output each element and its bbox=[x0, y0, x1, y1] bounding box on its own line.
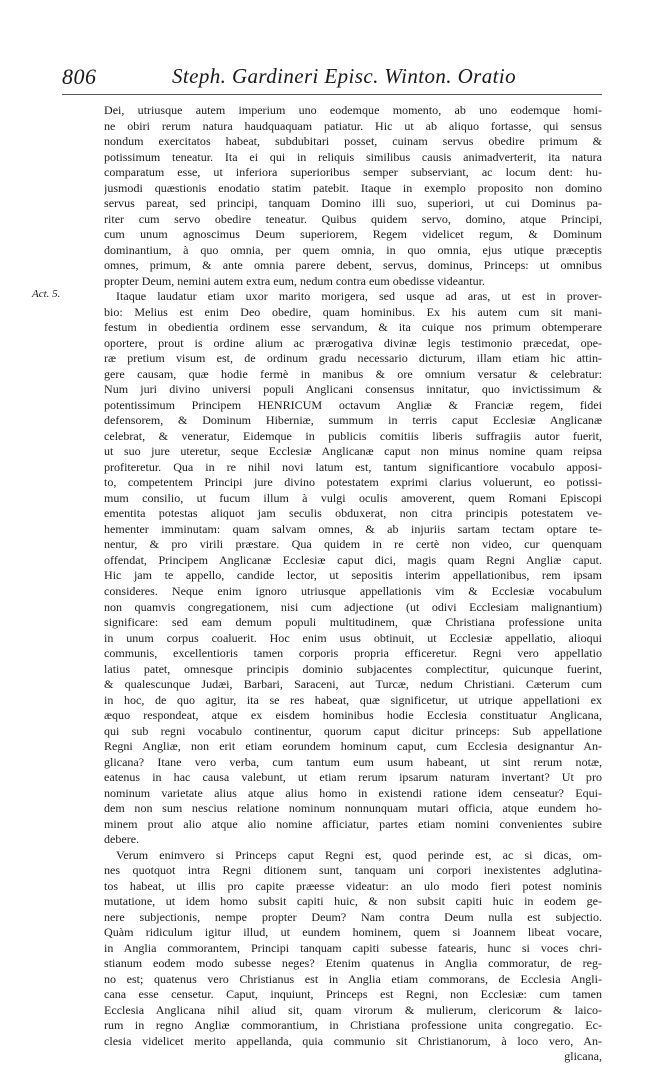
header-rule bbox=[62, 94, 602, 95]
text-line: nere subjectionis, nempe propter Deum? Nam contra Deum nulla est subjectio. bbox=[104, 909, 602, 924]
text-line: rum in regno Angliæ commorantium, in Christiana professione unita congregatio. Ec- bbox=[104, 1018, 602, 1033]
text-line: mutatione, ut idem homo subsit capiti huic, & non subsit capiti huic in eodem ge- bbox=[104, 894, 602, 909]
text-line: cum unum agnoscimus Deum superiorem, Regem videlicet regum, & Dominum bbox=[104, 227, 602, 242]
text-line: Itaque laudatur etiam uxor marito morigera, sed usque ad aras, ut est in prover- bbox=[116, 289, 602, 304]
text-line: nominum varietate alius atque alius homo in existendi ratione idem censeatur? Equi- bbox=[104, 785, 602, 800]
text-line: in hoc, de quo agitur, ita se res habeat, quæ significetur, ut utrique appellationi ex bbox=[104, 692, 602, 707]
text-line: in unum corpus coaluerit. Hoc enim usus obtinuit, ut Ecclesiæ appellatio, alioqui bbox=[104, 630, 602, 645]
text-line: potissimum teneatur. Ita ei qui in reliquis similibus causis animadverterit, ita natura bbox=[104, 149, 602, 164]
text-line: omnes, primum, & ante omnia parere debent, servus, dominus, Princeps: ut omnibus bbox=[104, 258, 602, 273]
text-line: debere. bbox=[104, 832, 140, 847]
text-line: Hic jam te appello, candide lector, ut sepositis interim appellationibus, rem ipsam bbox=[104, 568, 602, 583]
page-header bbox=[62, 64, 597, 92]
text-line: cana esse censetur. Caput, inquiunt, Princeps est Regni, non Ecclesiæ: cum tamen bbox=[104, 987, 602, 1002]
text-line: in Anglia commorantem, Principi tanquam capiti subesse fatearis, hunc si voces chri- bbox=[104, 940, 602, 955]
text-line: to, competentem Principi jure divino potestatem exprimi clarius voluerunt, eo potissi- bbox=[104, 475, 602, 490]
text-line: comparatum esse, ut inferiora superioribus semper subserviant, ac locum dent: hu- bbox=[104, 165, 602, 180]
text-line: mum consilio, ut fucum illum à vulgi oculis amoverent, quem Romani Episcopi bbox=[104, 490, 602, 505]
text-line: Verum enimvero si Princeps caput Regni est, quod perinde est, ac si dicas, om- bbox=[116, 847, 602, 862]
text-line: latius patet, omnesque principis dominio subjacentes complectitur, quicunque fuerint, bbox=[104, 661, 602, 676]
text-line: jusmodi quæstionis enodatio statim patebit. Itaque in exemplo proposito non domino bbox=[104, 180, 602, 195]
text-line: potentissimum Principem HENRICUM octavum Angliæ & Franciæ regem, fidei bbox=[104, 397, 602, 412]
text-line: minem prout alio atque alio nomine afficiatur, partes etiam nomini convenientes subire bbox=[104, 816, 602, 831]
text-line: hementer imminutam: quam salvam omnes, & ab injuriis sartam tectam optare te- bbox=[104, 521, 602, 536]
text-line: ut suo jure uteretur, seque Ecclesiæ Anglicanæ caput non minus nomine quam reipsa bbox=[104, 444, 602, 459]
text-line: æquo respondeat, atque ex eisdem hominibus hodie Ecclesia constituatur Anglicana, bbox=[104, 708, 602, 723]
text-line: servus pareat, sed principi, tanquam Domino illi suo, superiori, ut cui Dominus pa- bbox=[104, 196, 602, 211]
text-line: clesia videlicet merito appellanda, quia communio sit Christianorum, à loco vero, An- bbox=[104, 1033, 602, 1048]
text-line: riter cum servo obedire teneatur. Quibus quidem servo, domino, atque Principi, bbox=[104, 211, 602, 226]
text-line: dominantium, à quo omnia, per quem omnia, in quo omnia, ejus utique præceptis bbox=[104, 242, 602, 257]
text-line: ementita potestas aliquot jam seculis obduxerat, non citra principis potestatem ve- bbox=[104, 506, 602, 521]
text-line: ræ pretium visum est, de ordinum gradu necessario dicturum, illam etiam hic attin- bbox=[104, 351, 602, 366]
body-text bbox=[104, 103, 602, 1065]
text-line: nes quotquot intra Regni ditionem sunt, tanquam uni corpori inexistentes adglutina- bbox=[104, 863, 602, 878]
text-line: non quamvis congregationem, nisi cum adjectione (ut odivi Ecclesiam malignantium) bbox=[104, 599, 602, 614]
text-line: Quàm ridiculum igitur illud, ut eundem hominem, quem si Joannem libeat vocare, bbox=[104, 925, 602, 940]
text-line: nentur, & pro virili præstare. Qua quidem in re certè non video, cur quenquam bbox=[104, 537, 602, 552]
running-title: Steph. Gardineri Episc. Winton. Oratio bbox=[172, 64, 516, 88]
text-line: Dei, utriusque autem imperium uno eodemque momento, ab uno eodemque homi- bbox=[104, 103, 602, 117]
text-line: communis, excellentioris tamen corporis propria efficeretur. Regni vero appellatio bbox=[104, 646, 602, 661]
text-line: glicana, bbox=[564, 1049, 602, 1064]
margin-note: Act. 5. bbox=[32, 288, 61, 300]
text-line: propter Deum, nemini autem extra eum, nedum contra eum obedisse videantur. bbox=[104, 273, 486, 288]
text-line: Ecclesia Anglicana nihil aliud sit, quam virorum & mulierum, clericorum & laico- bbox=[104, 1002, 602, 1017]
text-line: tos habeat, ut illis pro capite præesse videatur: an ulo modo fieri potest nominis bbox=[104, 878, 602, 893]
page-number: 806 bbox=[62, 64, 97, 89]
text-line: qui sub regni vocabulo continentur, quorum caput dicitur princeps: Sub appellatione bbox=[104, 723, 602, 738]
text-line: eatenus in hac causa valebunt, ut etiam rerum ipsarum naturam invertant? Ut pro bbox=[104, 770, 602, 785]
text-line: offendat, Principem Anglicanæ Ecclesiæ caput dici, magis quam Regni Angliæ caput. bbox=[104, 552, 602, 567]
text-line: consideres. Neque enim ignoro utriusque appellationis vim & Ecclesiæ vocabulum bbox=[104, 583, 602, 598]
text-line: oportere, prout is ordine alium ac prærogativa divinæ legis testimonio præcedat, ope- bbox=[104, 335, 602, 350]
text-line: defensorem, & Dominum Hiberniæ, summum in terris caput Ecclesiæ Anglicanæ bbox=[104, 413, 602, 428]
text-line: significare: sed eam demum populi multitudinem, quæ Christiana professione unita bbox=[104, 615, 602, 630]
text-line: profiteretur. Qua in re nihil novi latum est, tantum significantiore vocabulo apposi- bbox=[104, 459, 602, 474]
text-line: bio: Melius est enim Deo obedire, quam hominibus. Ex his autem cum sit mani- bbox=[104, 304, 602, 319]
text-line: stianum eodem modo subesse neges? Etenim quatenus in Anglia commoratur, de reg- bbox=[104, 956, 602, 971]
text-line: ne obiri rerum natura haudquaquam patiatur. Hic ut ab aliquo fortasse, qui sensus bbox=[104, 118, 602, 133]
text-line: celebrat, & veneratur, Eidemque in publicis comitiis liberis suffragiis autor fuerit, bbox=[104, 428, 602, 443]
text-line: glicana? Itane vero verba, cum tantum eum usum habeant, ut sint rerum notæ, bbox=[104, 754, 602, 769]
text-line: & qualescunque Judæi, Barbari, Saraceni, aut Turcæ, nedum Christiani. Cæterum cum bbox=[104, 677, 602, 692]
text-line: gere causam, quæ hodie fermè in manibus & ore omnium versatur & celebratur: bbox=[104, 366, 602, 381]
text-line: Regni Angliæ, non erit etiam eorundem hominum caput, cum Ecclesia designantur An- bbox=[104, 739, 602, 754]
text-line: nondum exercitatos habeat, subdubitari posset, cuinam servus obedire primum & bbox=[104, 134, 602, 149]
text-line: no est; quatenus vero Christianus est in Anglia etiam commorans, de Ecclesia Angli- bbox=[104, 971, 602, 986]
text-line: festum in obedientia ordinem esse servandum, & ita cuique nos primum obtemperare bbox=[104, 320, 602, 335]
text-line: Num juri divino universi populi Anglicani consensus innitatur, quo invictissimum & bbox=[104, 382, 602, 397]
text-line: dem non sum nescius relatione nominum nonnunquam mutari officia, atque eundem ho- bbox=[104, 801, 602, 816]
